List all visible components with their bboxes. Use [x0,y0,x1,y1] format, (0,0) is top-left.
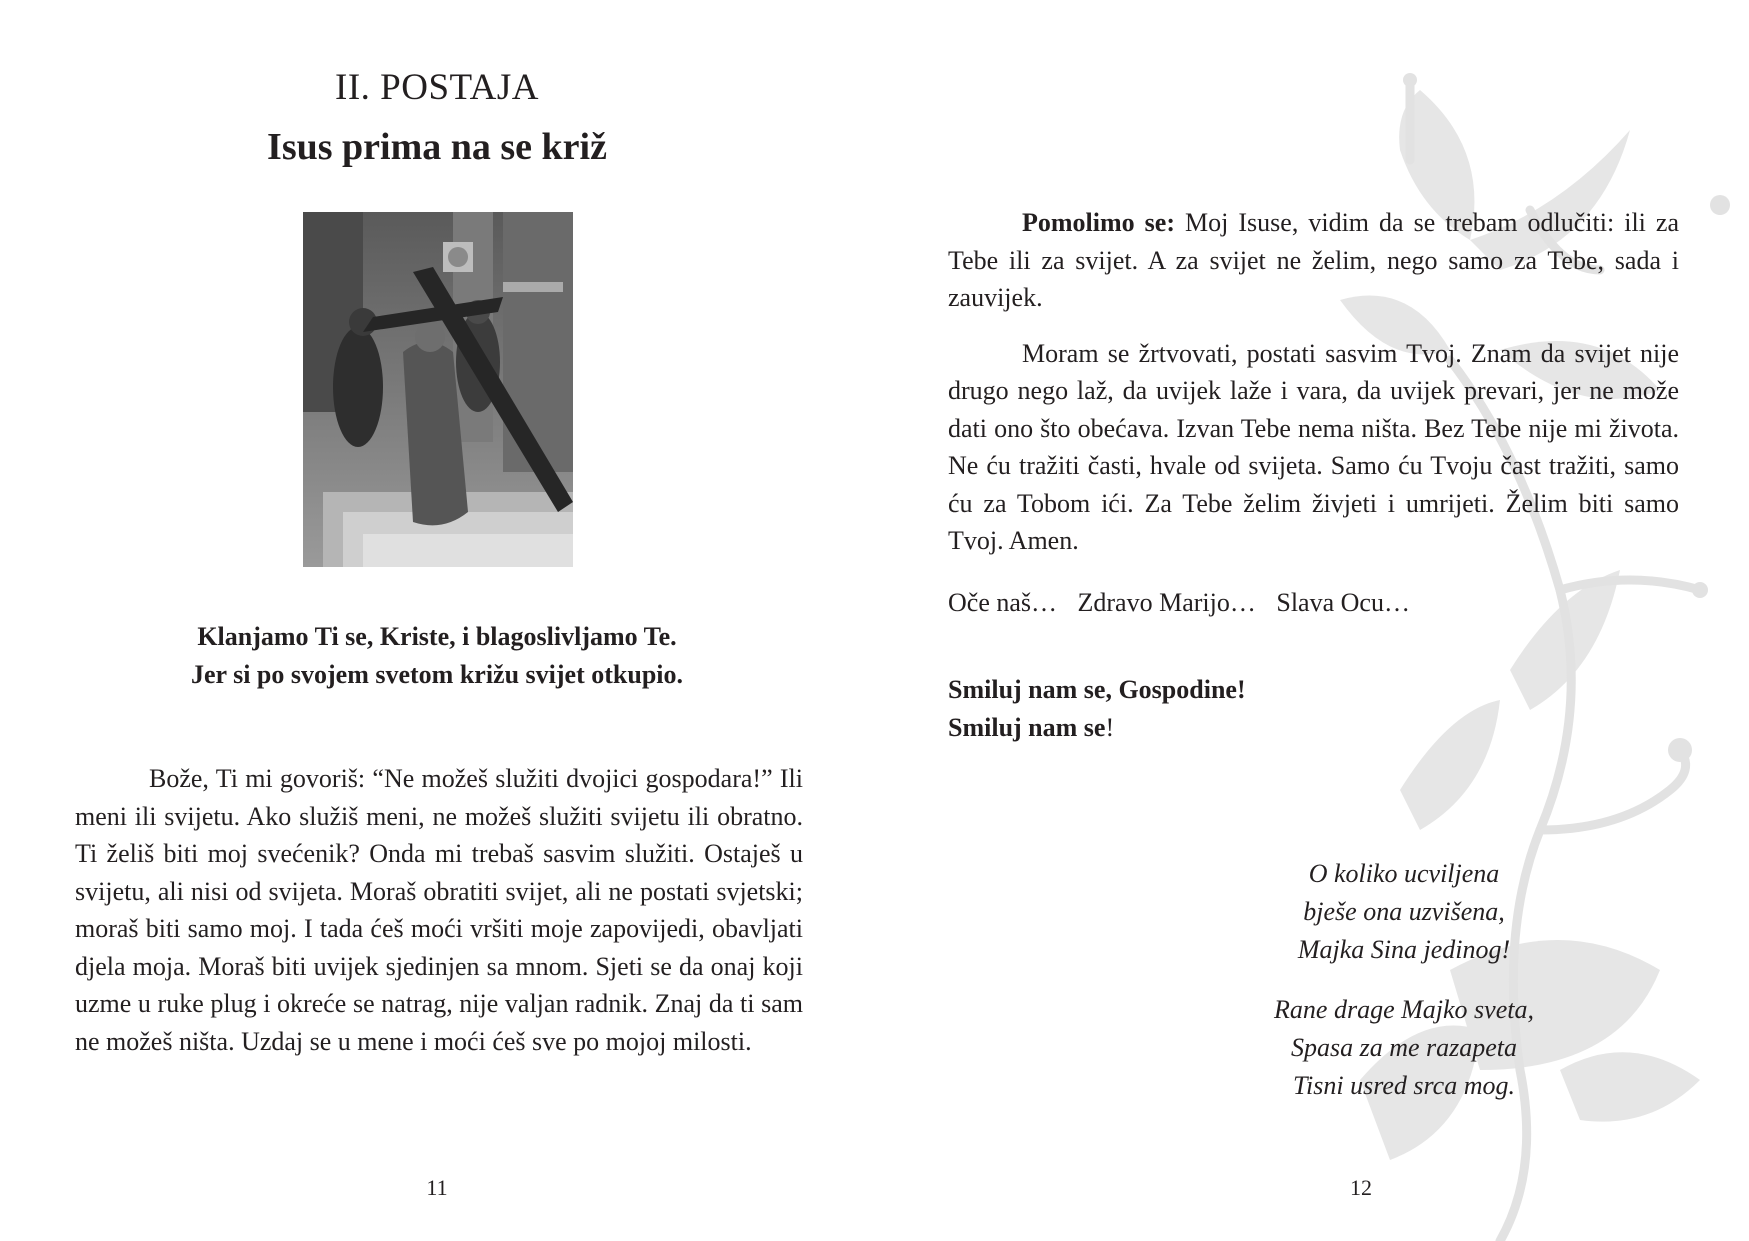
mercy-line-2-bold: Smiluj nam se [948,712,1106,742]
hymn-stanza-1 [1204,855,1604,969]
mercy-line-2 [948,709,1679,747]
meditation-block [75,760,803,1060]
hymn-line: bješe ona uzvišena, [1303,897,1505,926]
meditation-paragraph: Bože, Ti mi govoriš: “Ne možeš služiti dvojici gospodara!” Ili meni ili svijetu. Ako služiš meni, ne možeš služiti svijetu ili obratno. Ti želiš biti moj svećenik? Onda mi trebaš sasvim služiti. Ostaješ u svijetu, ali nisi od svijeta. Moraš obratiti svijet, ali ne postati svjetski; moraš biti samo moj. I tada ćeš moći vršiti moje zapovijedi, obavljati djela moja. Moraš biti uvijek sjedinjen sa mnom. Sjeti se da onaj koji uzme u ruke plug i okreće se natrag, nije valjan radnik. Znaj da ti sam ne možeš ništa. Uzdaj se u mene i moći ćeš sve po mojoj milosti. [75,764,803,1056]
prayer-paragraph-2: Moram se žrtvovati, postati sasvim Tvoj. Znam da svijet nije drugo nego laž, da uvijek laže i vara, da uvijek prevari, jer ne može dati ono što obećava. Izvan Tebe nema ništa. Bez Tebe nije mi života. Ne ću tražiti časti, hvale od svijeta. Samo ću Tvoju čast tražiti, samo ću za Tobom ići. Za Tebe želim živjeti i umrijeti. Želim biti samo Tvoj. Amen. [948,338,1679,555]
prayer-block [948,204,1679,747]
prayer-glory-be: Slava Ocu… [1276,587,1410,617]
adoration-verse [60,618,814,694]
station-number: II. POSTAJA [335,67,539,108]
hymn-line: Tisni usred srca mog. [1293,1071,1515,1100]
page-number-left: 11 [426,1175,448,1200]
prayer-text: Moj Isuse, vidim da se trebam odlučiti: ili za Tebe ili za svijet. A za svijet ne želim, nego samo za Tebe, sada i zauvijek. [948,208,1679,312]
hymn-line: O koliko ucviljena [1308,859,1500,888]
hymn-line: Rane drage Majko sveta, [1274,995,1534,1024]
mercy-line-1-text: Smiluj nam se, Gospodine! [948,674,1246,704]
mercy-line-1 [948,671,1679,709]
prayer-lead: Pomolimo se: [1022,208,1175,237]
right-page [874,0,1749,1241]
jesus-carrying-cross-engraving [303,212,573,567]
station-title: Isus prima na se križ [267,126,607,168]
prayer-hail-mary: Zdravo Marijo… [1077,587,1256,617]
page-number-right: 12 [1350,1175,1372,1200]
mercy-verse [948,671,1679,747]
mercy-line-2-end: ! [1105,712,1115,742]
prayer-our-father: Oče naš… [948,587,1058,617]
adoration-line-2: Jer si po svojem svetom križu svijet otkupio. [190,660,684,689]
prayers-line [948,584,1679,621]
adoration-line-1: Klanjamo Ti se, Kriste, i blagoslivljamo Te. [197,622,677,651]
prayer-paragraph-1 [948,204,1679,317]
hymn-line: Majka Sina jedinog! [1297,935,1511,964]
hymn-stanza-2 [1204,991,1604,1105]
hymn-line: Spasa za me razapeta [1290,1033,1518,1062]
hymn-stabat-mater [1204,855,1604,1127]
stations-illustration [303,212,573,567]
left-page [0,0,874,1241]
